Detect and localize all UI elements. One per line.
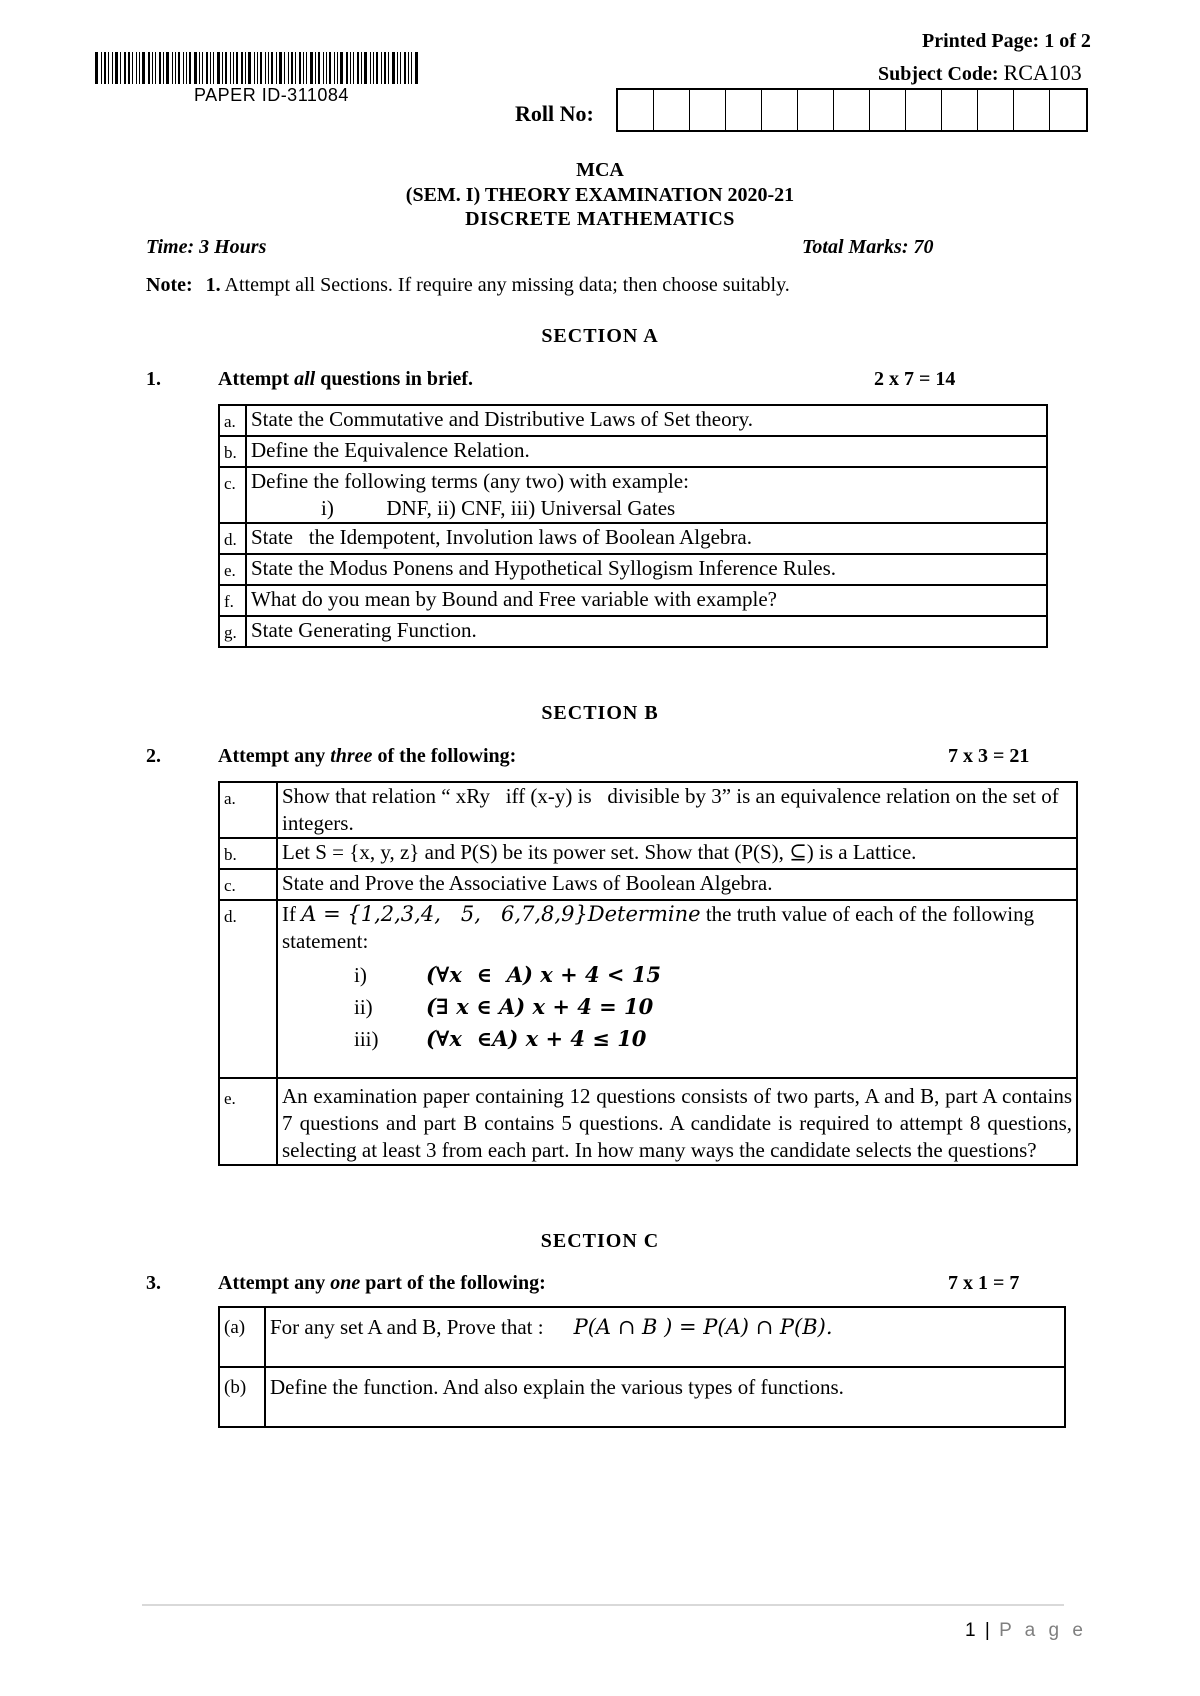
table-row <box>219 838 1077 869</box>
q3-marks: 7 x 1 = 7 <box>948 1272 1020 1294</box>
table-row <box>219 900 1077 1078</box>
question-text-post: the truth value of each of the following statement: <box>282 902 1035 953</box>
time: Time: 3 Hours <box>146 236 267 258</box>
question-text: Define the following terms (any two) with example: <box>251 469 689 493</box>
sub-number: ii) <box>354 995 373 1019</box>
math-set: A = {1,2,3,4, 5, 6,7,8,9} <box>301 902 588 926</box>
table-row <box>219 523 1047 554</box>
roll-no-box[interactable] <box>618 90 654 130</box>
subject-code-label: Subject Code: <box>878 63 999 85</box>
table-row <box>219 1307 1065 1367</box>
roll-no-box[interactable] <box>654 90 690 130</box>
table-row <box>219 585 1047 616</box>
item-label: (b) <box>219 1367 265 1427</box>
roll-no-box[interactable] <box>870 90 906 130</box>
sub-number: i) <box>354 963 367 987</box>
sub-statement <box>282 1023 1072 1055</box>
q1-instruction-em: all <box>294 368 316 390</box>
question-text: Show that relation “ xRy iff (x-y) is divisible by 3” is an equivalence relation on the set of integers. <box>277 782 1077 838</box>
q1-marks: 2 x 7 = 14 <box>874 368 956 390</box>
item-label: d. <box>219 900 277 1078</box>
note-number: 1. <box>205 274 221 296</box>
table-row <box>219 869 1077 900</box>
question-subtext: i) DNF, ii) CNF, iii) Universal Gates <box>321 496 676 520</box>
table-row <box>219 405 1047 436</box>
item-label: f. <box>219 585 246 616</box>
roll-no-box[interactable] <box>690 90 726 130</box>
total-marks: Total Marks: 70 <box>802 236 934 258</box>
item-label: e. <box>219 1078 277 1165</box>
roll-no-label: Roll No: <box>515 101 594 126</box>
table-row <box>219 467 1047 523</box>
roll-no-box[interactable] <box>942 90 978 130</box>
item-label: g. <box>219 616 246 647</box>
table-row <box>219 616 1047 647</box>
item-label: c. <box>219 467 246 523</box>
question-text: Let S = {x, y, z} and P(S) be its power set. Show that (P(S), ⊆) is a Lattice. <box>277 838 1077 869</box>
table-row <box>219 1367 1065 1427</box>
math-expression: P(A ∩ B ) = P(A) ∩ P(B). <box>573 1315 833 1339</box>
q2-instruction-em: three <box>330 745 373 767</box>
item-label: a. <box>219 405 246 436</box>
question-text: An examination paper containing 12 questions consists of two parts, A and B, part A contains 7 questions and part B contains 5 questions. A candidate is required to attempt 8 questions, selecting at least 3 from each part. In how many ways the candidate selects the questions? <box>277 1078 1077 1165</box>
page-number: 1 <box>965 1620 976 1641</box>
math-word: Determine <box>587 902 701 926</box>
page-footer <box>965 1620 1087 1642</box>
question-text: What do you mean by Bound and Free variable with example? <box>246 585 1047 616</box>
question-text: For any set A and B, Prove that : <box>270 1315 544 1339</box>
roll-no-boxes[interactable] <box>616 88 1088 132</box>
section-b-heading: SECTION B <box>541 702 659 724</box>
page-separator: | <box>984 1620 990 1641</box>
subject-title: DISCRETE MATHEMATICS <box>465 208 735 230</box>
question-text: State the Modus Ponens and Hypothetical Syllogism Inference Rules. <box>246 554 1047 585</box>
q1-instruction-post: questions in brief. <box>315 368 474 390</box>
item-label: b. <box>219 838 277 869</box>
roll-no-box[interactable] <box>1050 90 1086 130</box>
q2-instruction-post: of the following: <box>372 745 517 767</box>
table-row <box>219 1078 1077 1165</box>
roll-no-box[interactable] <box>978 90 1014 130</box>
q2-marks: 7 x 3 = 21 <box>948 745 1030 767</box>
section-b-table <box>218 781 1078 1166</box>
sub-expression: (∃ x ∈ A) x + 4 = 10 <box>426 994 654 1019</box>
printed-page: Printed Page: 1 of 2 <box>922 30 1091 52</box>
question-text: State and Prove the Associative Laws of Boolean Algebra. <box>277 869 1077 900</box>
footer-divider <box>142 1604 1064 1606</box>
question-text: Define the Equivalence Relation. <box>246 436 1047 467</box>
q3-instruction-post: part of the following: <box>360 1272 546 1294</box>
question-text: State Generating Function. <box>246 616 1047 647</box>
q2-instruction <box>218 745 516 768</box>
question-text: State the Idempotent, Involution laws of Boolean Algebra. <box>246 523 1047 554</box>
q3-instruction-pre: Attempt any <box>218 1272 331 1294</box>
subject-code-value: RCA103 <box>1003 60 1082 85</box>
q3-number: 3. <box>146 1272 161 1294</box>
note <box>146 274 790 297</box>
subject-code <box>878 60 1082 86</box>
sub-statement <box>282 991 1072 1023</box>
sub-statement <box>282 959 1072 991</box>
course-title: MCA <box>576 159 624 181</box>
sub-expression: (∀x ∈ A) x + 4 < 15 <box>426 962 662 987</box>
paper-id: PAPER ID-311084 <box>194 85 349 105</box>
item-label: c. <box>219 869 277 900</box>
sub-statements <box>282 959 1072 1055</box>
question-text: Define the function. And also explain the various types of functions. <box>265 1367 1065 1427</box>
question-text: State the Commutative and Distributive Laws of Set theory. <box>246 405 1047 436</box>
q3-instruction-em: one <box>330 1272 361 1294</box>
q2-instruction-pre: Attempt any <box>218 745 331 767</box>
sub-expression: (∀x ∈A) x + 4 ≤ 10 <box>426 1026 647 1051</box>
barcode <box>95 52 455 84</box>
q3-instruction <box>218 1272 546 1295</box>
question-text <box>282 901 1072 955</box>
table-row <box>219 436 1047 467</box>
sub-number: iii) <box>354 1027 379 1051</box>
q1-number: 1. <box>146 368 161 390</box>
section-c-heading: SECTION C <box>540 1230 660 1252</box>
item-label: d. <box>219 523 246 554</box>
question-cell <box>265 1307 1065 1367</box>
q2-number: 2. <box>146 745 161 767</box>
item-label: a. <box>219 782 277 838</box>
item-label: e. <box>219 554 246 585</box>
note-text: Attempt all Sections. If require any missing data; then choose suitably. <box>224 274 790 296</box>
section-c-table <box>218 1306 1066 1428</box>
table-row <box>219 782 1077 838</box>
q1-instruction-pre: Attempt <box>218 368 295 390</box>
roll-no-box[interactable] <box>762 90 798 130</box>
item-label: b. <box>219 436 246 467</box>
question-cell <box>246 467 1047 523</box>
page-word: P a g e <box>999 1620 1087 1641</box>
roll-no-box[interactable] <box>726 90 762 130</box>
exam-title: (SEM. I) THEORY EXAMINATION 2020-21 <box>405 184 795 206</box>
table-row <box>219 554 1047 585</box>
question-cell <box>277 900 1077 1078</box>
item-label: (a) <box>219 1307 265 1367</box>
roll-no-box[interactable] <box>834 90 870 130</box>
section-a-table <box>218 404 1048 648</box>
q1-instruction <box>218 368 473 391</box>
question-text-pre: If <box>282 902 302 926</box>
note-label: Note: <box>146 274 193 296</box>
roll-no-box[interactable] <box>906 90 942 130</box>
roll-no-box[interactable] <box>1014 90 1050 130</box>
roll-no-box[interactable] <box>798 90 834 130</box>
section-a-heading: SECTION A <box>541 325 659 347</box>
